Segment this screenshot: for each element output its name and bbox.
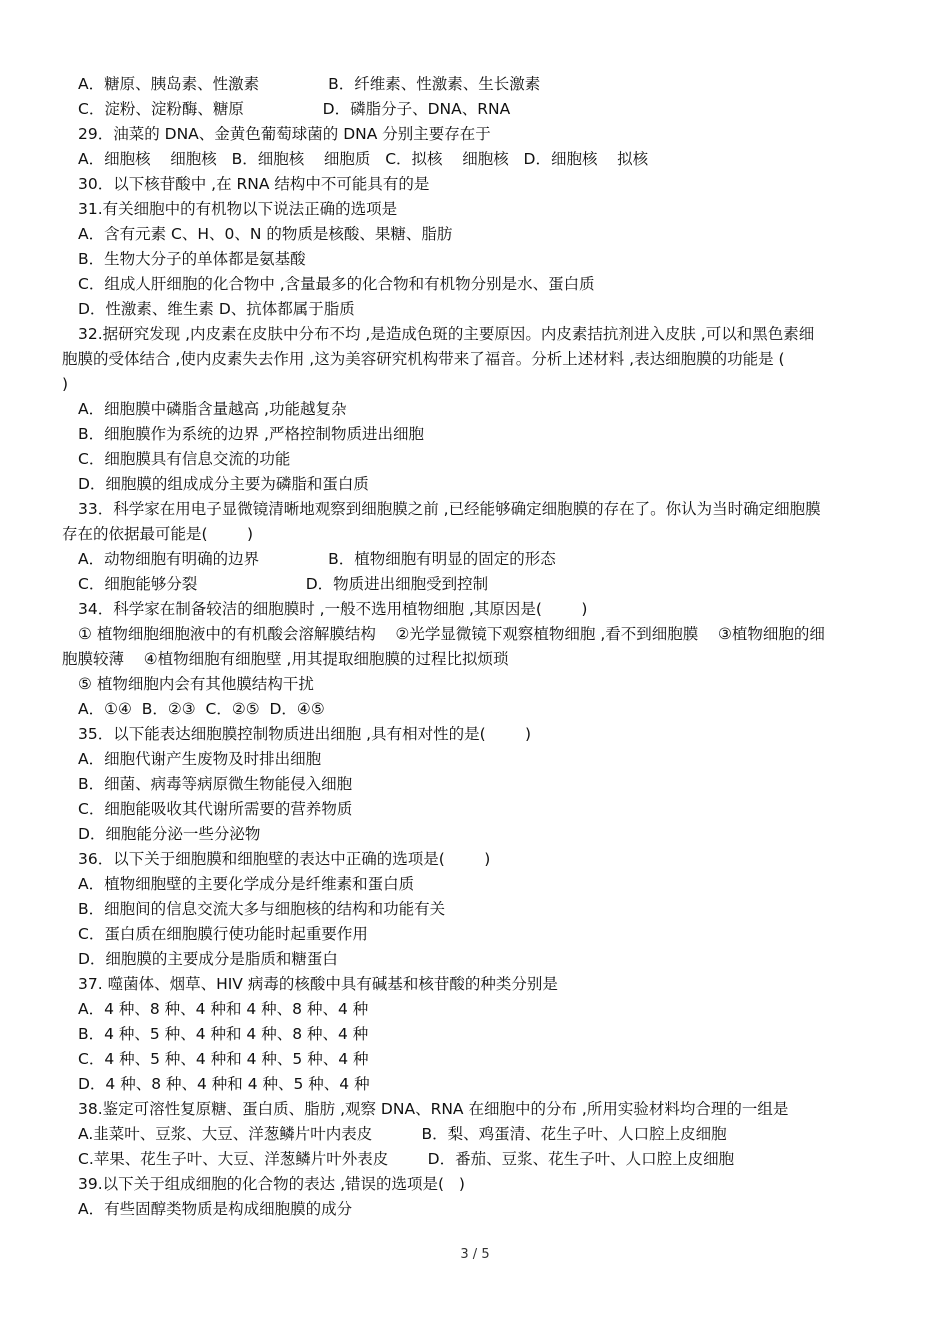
text-line: B．生物大分子的单体都是氨基酸	[78, 250, 306, 268]
text-line: D．细胞膜的组成成分主要为磷脂和蛋白质	[78, 475, 369, 493]
text-line: 36．以下关于细胞膜和细胞壁的表达中正确的选项是( )	[78, 850, 491, 868]
page-number: 3 / 5	[460, 1247, 490, 1262]
text-line: 39.以下关于组成细胞的化合物的表达 ,错误的选项是( )	[78, 1175, 465, 1193]
text-line: B．细胞膜作为系统的边界 ,严格控制物质进出细胞	[78, 425, 424, 443]
text-line: A．细胞膜中磷脂含量越高 ,功能越复杂	[78, 400, 347, 418]
text-line: A.韭菜叶、豆浆、大豆、洋葱鳞片叶内表皮 B．梨、鸡蛋清、花生子叶、人口腔上皮细胞	[78, 1125, 727, 1143]
text-line: A．糖原、胰岛素、性激素 B．纤维素、性激素、生长激素	[78, 75, 541, 93]
text-line: 33．科学家在用电子显微镜清晰地观察到细胞膜之前 ,已经能够确定细胞膜的存在了。你认为当时确定细胞膜	[78, 500, 821, 518]
text-line: 胞膜的受体结合 ,使内皮素失去作用 ,这为美容研究机构带来了福音。分析上述材料 ,表达细胞膜的功能是 (	[62, 350, 785, 368]
text-line: D．细胞能分泌一些分泌物	[78, 825, 261, 843]
text-line: 32.据研究发现 ,内皮素在皮肤中分布不均 ,是造成色斑的主要原因。内皮素拮抗剂进入皮肤 ,可以和黑色素细	[78, 325, 815, 343]
text-line: 胞膜较薄 ④植物细胞有细胞壁 ,用其提取细胞膜的过程比拟烦琐	[62, 650, 509, 668]
text-line: C．淀粉、淀粉酶、糖原 D．磷脂分子、DNA、RNA	[78, 100, 511, 118]
text-line: 30．以下核苷酸中 ,在 RNA 结构中不可能具有的是	[78, 175, 430, 193]
text-line: 29．油菜的 DNA、金黄色葡萄球菌的 DNA 分别主要存在于	[78, 125, 491, 143]
text-line: C．细胞能吸收其代谢所需要的营养物质	[78, 800, 353, 818]
text-line: D．性激素、维生素 D、抗体都属于脂质	[78, 300, 355, 318]
text-line: 38.鉴定可溶性复原糖、蛋白质、脂肪 ,观察 DNA、RNA 在细胞中的分布 ,所用实验材料均合理的一组是	[78, 1100, 789, 1118]
text-line: A．动物细胞有明确的边界 B．植物细胞有明显的固定的形态	[78, 550, 556, 568]
text-line: 35．以下能表达细胞膜控制物质进出细胞 ,具有相对性的是( )	[78, 725, 532, 743]
text-line: D．细胞膜的主要成分是脂质和糖蛋白	[78, 950, 338, 968]
text-line: A．含有元素 C、H、0、N 的物质是核酸、果糖、脂肪	[78, 225, 453, 243]
text-line: B．细菌、病毒等病原微生物能侵入细胞	[78, 775, 353, 793]
text-line: C．组成人肝细胞的化合物中 ,含量最多的化合物和有机物分别是水、蛋白质	[78, 275, 595, 293]
text-line: A．4 种、8 种、4 种和 4 种、8 种、4 种	[78, 1000, 369, 1018]
text-line: A．细胞代谢产生废物及时排出细胞	[78, 750, 322, 768]
text-line: C．4 种、5 种、4 种和 4 种、5 种、4 种	[78, 1050, 369, 1068]
text-line: C.苹果、花生子叶、大豆、洋葱鳞片叶外表皮 D．番茄、豆浆、花生子叶、人口腔上皮细胞	[78, 1150, 735, 1168]
text-line: B．4 种、5 种、4 种和 4 种、8 种、4 种	[78, 1025, 369, 1043]
text-line: 31.有关细胞中的有机物以下说法正确的选项是	[78, 200, 398, 218]
text-line: 37. 噬菌体、烟草、HIV 病毒的核酸中具有碱基和核苷酸的种类分别是	[78, 975, 558, 993]
text-line: A．①④ B．②③ C．②⑤ D．④⑤	[78, 700, 325, 718]
text-line: D．4 种、8 种、4 种和 4 种、5 种、4 种	[78, 1075, 370, 1093]
text-line: A．有些固醇类物质是构成细胞膜的成分	[78, 1200, 353, 1218]
text-line: 存在的依据最可能是( )	[62, 525, 254, 543]
text-line: C．蛋白质在细胞膜行使功能时起重要作用	[78, 925, 368, 943]
text-line: B．细胞间的信息交流大多与细胞核的结构和功能有关	[78, 900, 446, 918]
text-line: C．细胞能够分裂 D．物质进出细胞受到控制	[78, 575, 489, 593]
text-line: A．植物细胞壁的主要化学成分是纤维素和蛋白质	[78, 875, 415, 893]
text-line: A．细胞核 细胞核 B．细胞核 细胞质 C．拟核 细胞核 D．细胞核 拟核	[78, 150, 649, 168]
text-line: 34．科学家在制备较洁的细胞膜时 ,一般不选用植物细胞 ,其原因是( )	[78, 600, 588, 618]
text-line: )	[62, 375, 69, 393]
text-line: C．细胞膜具有信息交流的功能	[78, 450, 291, 468]
text-line: ⑤ 植物细胞内会有其他膜结构干扰	[78, 675, 314, 693]
text-line: ① 植物细胞细胞液中的有机酸会溶解膜结构 ②光学显微镜下观察植物细胞 ,看不到细胞膜 ③植物细胞的细	[78, 625, 825, 643]
